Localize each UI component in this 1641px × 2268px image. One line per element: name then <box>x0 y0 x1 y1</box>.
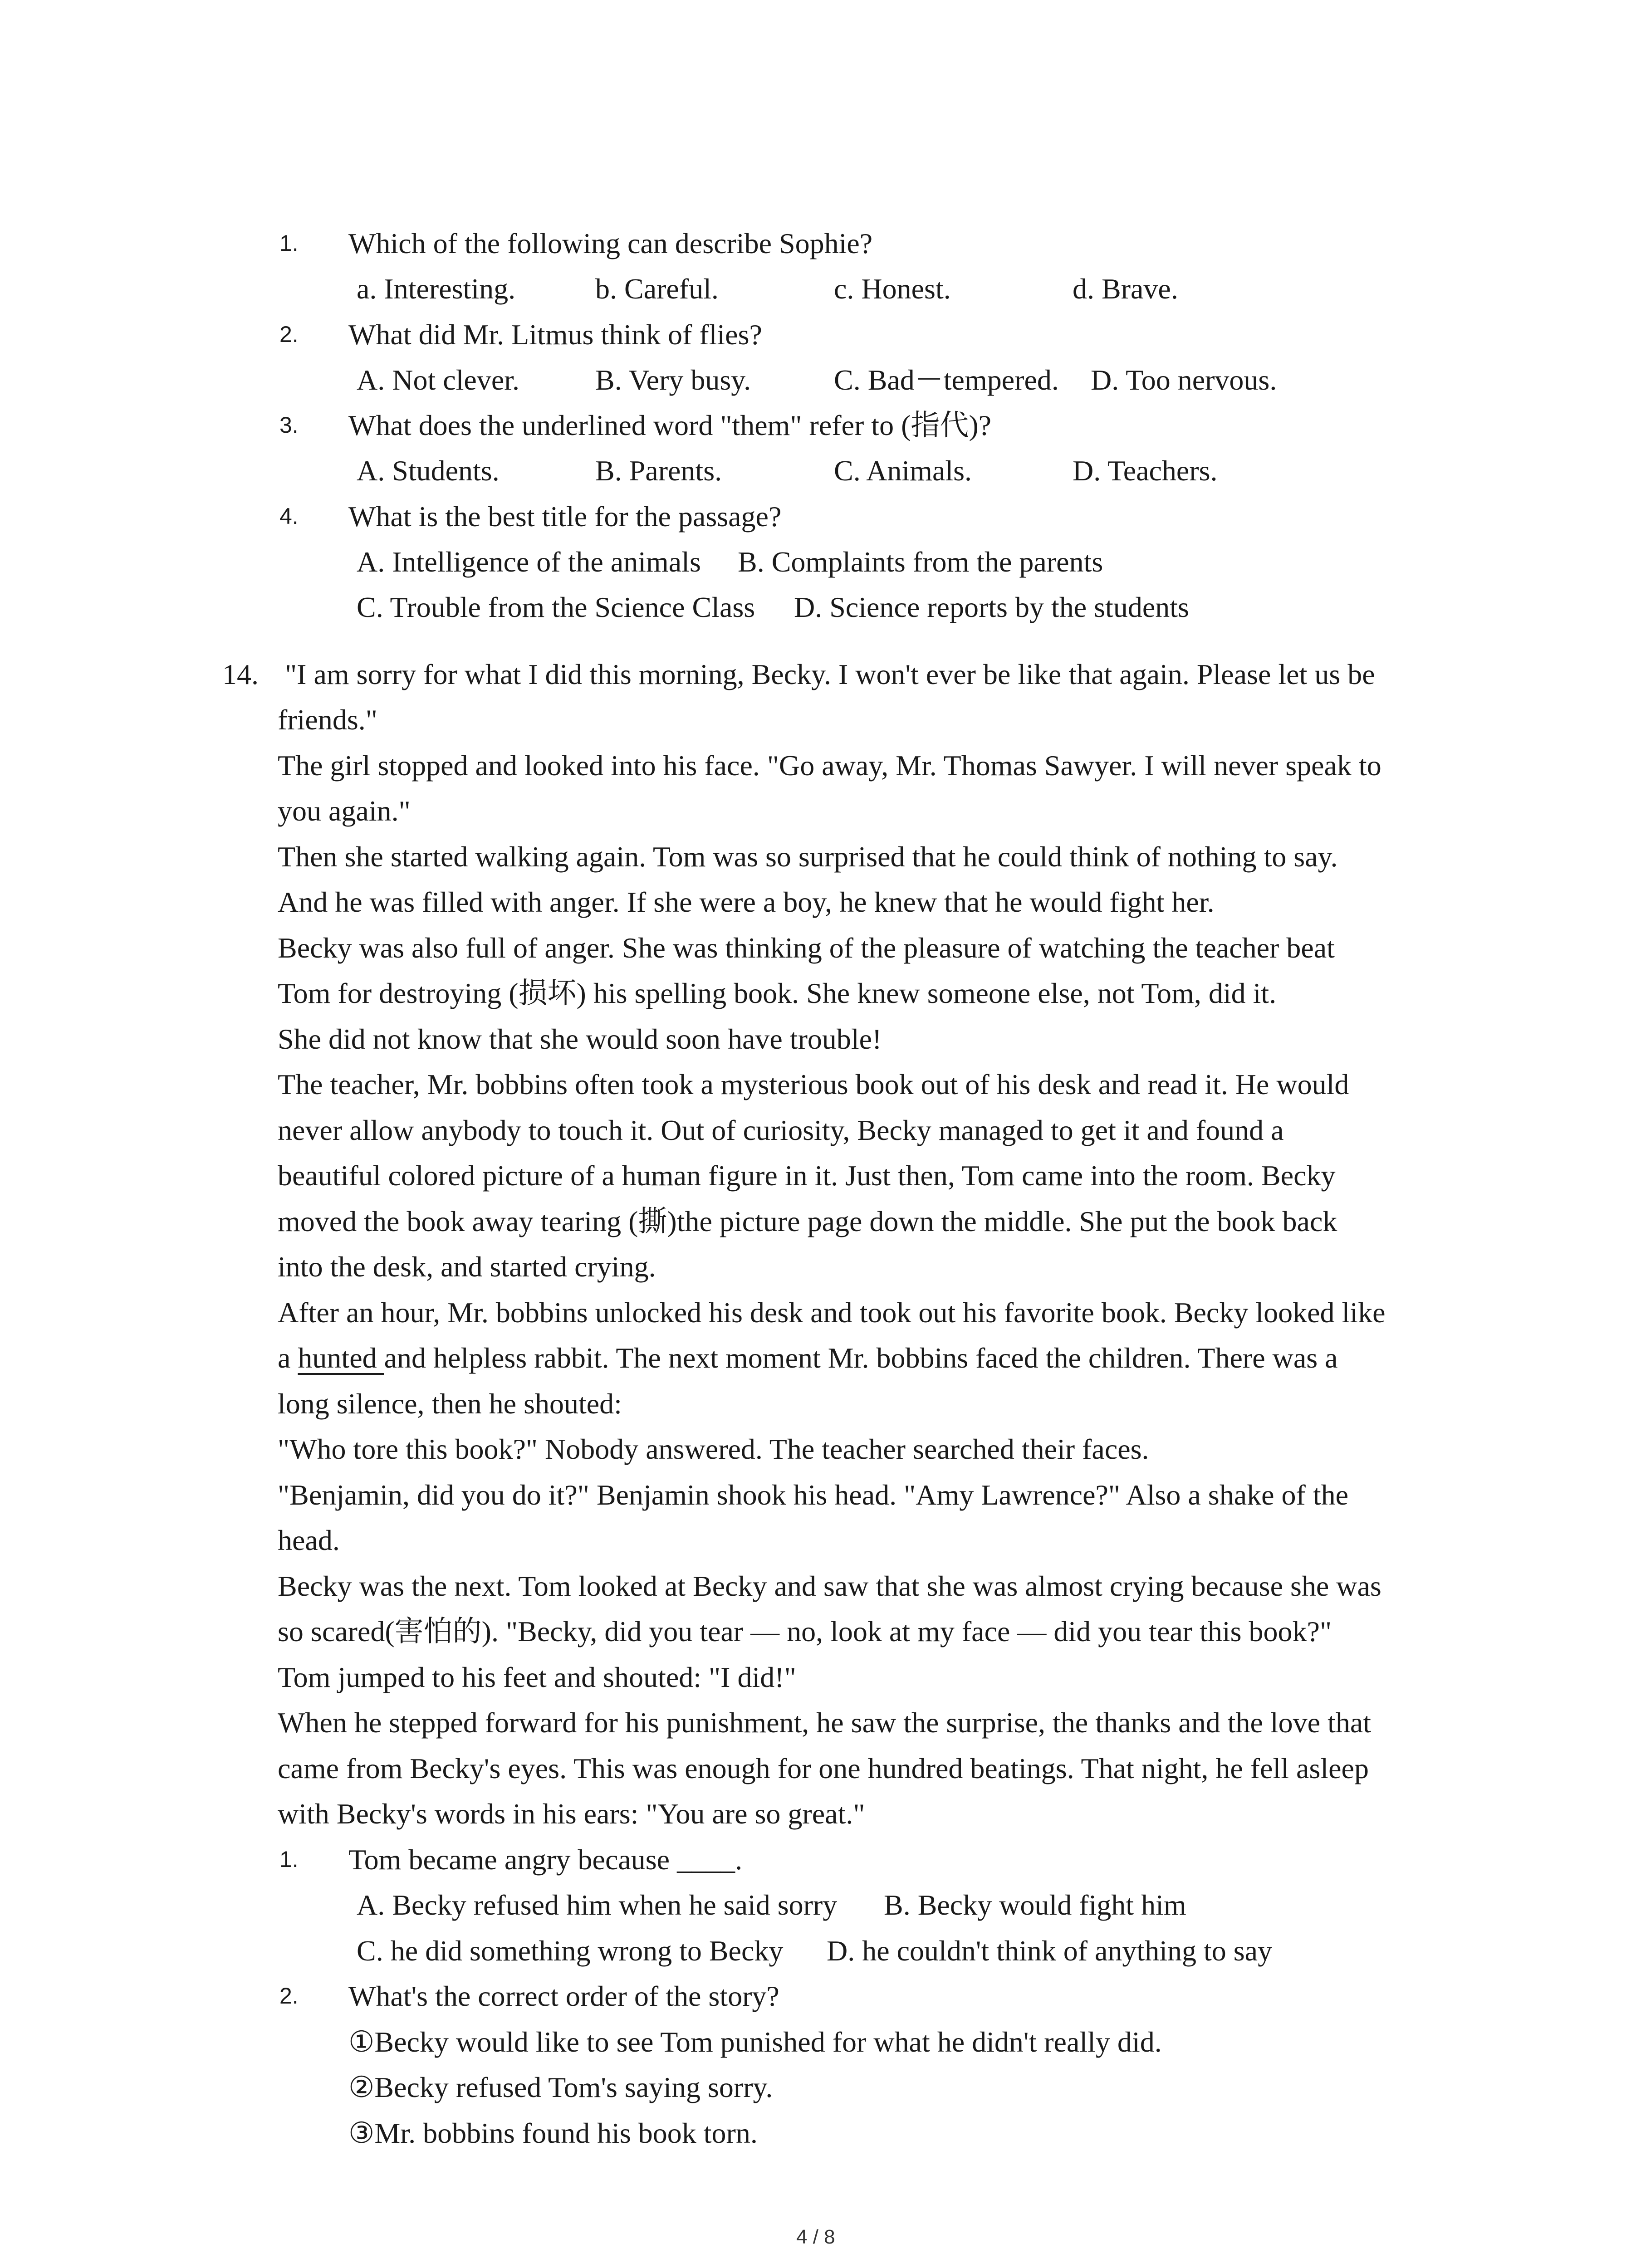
option-c: C. Trouble from the Science Class <box>357 591 755 623</box>
question-text: What is the best title for the passage? <box>348 500 782 533</box>
passage-line: beautiful colored picture of a human figure in it. Just then, Tom came into the room. Becky <box>278 1159 1336 1192</box>
question-number: 2. <box>279 322 299 347</box>
option-d: D. Science reports by the students <box>794 591 1189 623</box>
passage-line: came from Becky's eyes. This was enough for one hundred beatings. That night, he fell asleep <box>278 1752 1369 1784</box>
option-c: C. he did something wrong to Becky <box>357 1935 784 1967</box>
option-d: d. Brave. <box>1073 273 1178 305</box>
passage-line: Becky was the next. Tom looked at Becky and saw that she was almost crying because she was <box>278 1570 1381 1602</box>
option-d: D. Teachers. <box>1073 455 1218 487</box>
passage-line: long silence, then he shouted: <box>278 1388 622 1420</box>
passage-line: never allow anybody to touch it. Out of curiosity, Becky managed to get it and found a <box>278 1114 1284 1146</box>
question-number: 1. <box>279 230 299 256</box>
question-text: What does the underlined word "them" refer to (指代)? <box>348 409 992 441</box>
order-item-3: ③Mr. bobbins found his book torn. <box>348 2117 758 2149</box>
passage-line: friends." <box>278 704 377 736</box>
option-a: A. Students. <box>357 455 500 487</box>
question-text: Tom became angry because ____. <box>348 1843 743 1876</box>
option-d: D. he couldn't think of anything to say <box>827 1935 1273 1967</box>
passage-line: Then she started walking again. Tom was so surprised that he could think of nothing to say. <box>278 841 1338 873</box>
option-a: A. Intelligence of the animals <box>357 546 701 578</box>
passage-line: into the desk, and started crying. <box>278 1251 656 1283</box>
passage-line-hunted: a hunted and helpless rabbit. The next moment Mr. bobbins faced the children. There was a <box>278 1342 1338 1374</box>
question-number: 3. <box>279 412 299 438</box>
option-b: B. Complaints from the parents <box>738 546 1103 578</box>
passage-line: When he stepped forward for his punishment, he saw the surprise, the thanks and the love that <box>278 1706 1372 1739</box>
underlined-word-hunted: hunted <box>298 1342 384 1374</box>
passage-line: "Benjamin, did you do it?" Benjamin shook his head. "Amy Lawrence?" Also a shake of the <box>278 1479 1348 1511</box>
option-b: B. Becky would fight him <box>884 1889 1186 1921</box>
option-b: B. Parents. <box>595 455 722 487</box>
question-number: 1. <box>279 1847 299 1872</box>
passage-line: The girl stopped and looked into his face. "Go away, Mr. Thomas Sawyer. I will never speak to <box>278 749 1381 782</box>
passage-line: Tom for destroying (损坏) his spelling book. She knew someone else, not Tom, did it. <box>278 977 1277 1009</box>
option-c: c. Honest. <box>834 273 951 305</box>
page-number: 4 / 8 <box>796 2226 835 2248</box>
passage-line: She did not know that she would soon have trouble! <box>278 1023 882 1055</box>
option-c: C. Bad－tempered. <box>834 364 1059 396</box>
question-text: Which of the following can describe Sophie? <box>348 227 873 259</box>
question-number: 4. <box>279 503 299 529</box>
passage-number: 14. <box>222 658 259 690</box>
question-text: What's the correct order of the story? <box>348 1980 779 2012</box>
passage-line: The teacher, Mr. bobbins often took a mysterious book out of his desk and read it. He would <box>278 1068 1349 1100</box>
passage-line: "Who tore this book?" Nobody answered. The teacher searched their faces. <box>278 1433 1149 1465</box>
option-b: B. Very busy. <box>595 364 751 396</box>
option-c: C. Animals. <box>834 455 972 487</box>
order-item-2: ②Becky refused Tom's saying sorry. <box>348 2071 773 2103</box>
passage-line: moved the book away tearing (撕)the picture page down the middle. She put the book back <box>278 1205 1337 1237</box>
passage-line: And he was filled with anger. If she were a boy, he knew that he would fight her. <box>278 886 1215 918</box>
passage-line: head. <box>278 1524 340 1556</box>
option-b: b. Careful. <box>595 273 719 305</box>
question-number: 2. <box>279 1983 299 2009</box>
passage-line: Becky was also full of anger. She was thinking of the pleasure of watching the teacher beat <box>278 932 1335 964</box>
order-item-1: ①Becky would like to see Tom punished for what he didn't really did. <box>348 2026 1162 2058</box>
passage-line: Tom jumped to his feet and shouted: "I did!" <box>278 1661 796 1693</box>
passage-line: you again." <box>278 795 411 827</box>
question-text: What did Mr. Litmus think of flies? <box>348 318 762 351</box>
option-d: D. Too nervous. <box>1091 364 1277 396</box>
option-a: a. Interesting. <box>357 273 516 305</box>
passage-line: After an hour, Mr. bobbins unlocked his desk and took out his favorite book. Becky looked like <box>278 1296 1386 1329</box>
option-a: A. Not clever. <box>357 364 519 396</box>
option-a: A. Becky refused him when he said sorry <box>357 1889 838 1921</box>
passage-line: with Becky's words in his ears: "You are so great." <box>278 1798 865 1830</box>
passage-line: so scared(害怕的). "Becky, did you tear — no, look at my face — did you tear this book?" <box>278 1615 1332 1647</box>
passage-line: "I am sorry for what I did this morning, Becky. I won't ever be like that again. Please let us be <box>285 658 1375 690</box>
